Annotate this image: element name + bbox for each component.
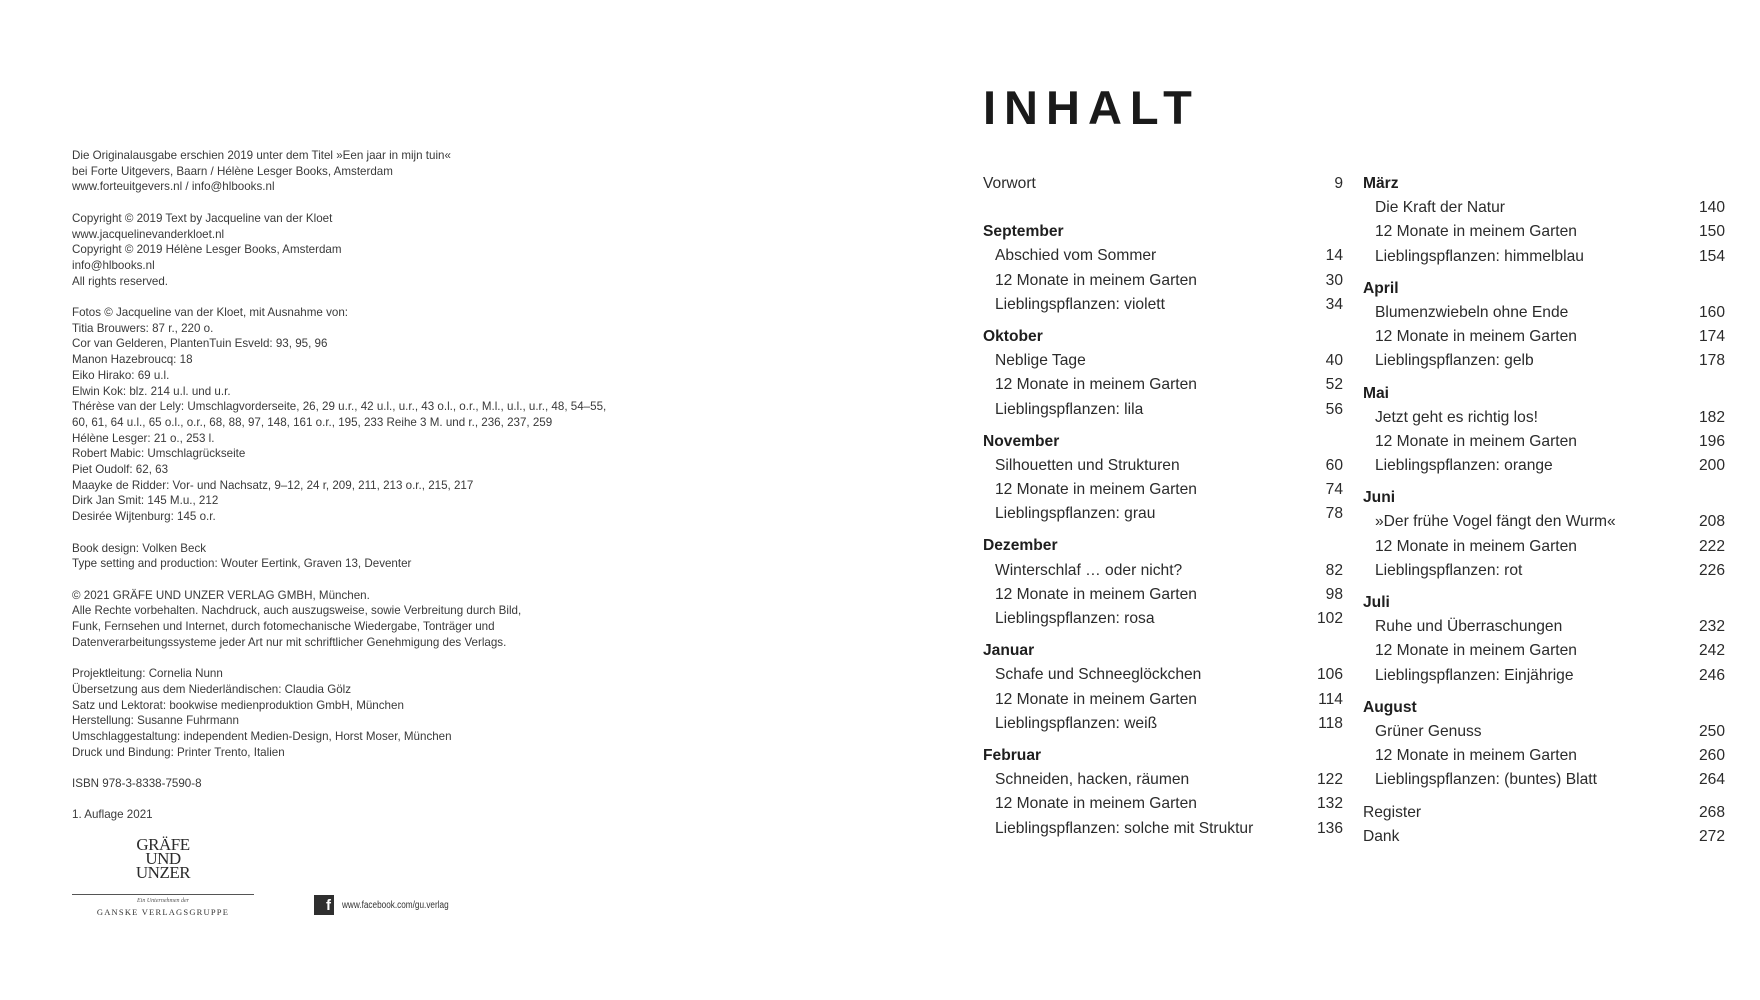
toc-entry-label: Lieblingspflanzen: lila: [995, 400, 1144, 418]
imprint-line: © 2021 GRÄFE UND UNZER VERLAG GMBH, München.: [72, 588, 370, 602]
toc-entry-page: 178: [1698, 352, 1725, 370]
imprint-line: Elwin Kok: blz. 214 u.l. und u.r.: [72, 384, 231, 398]
publisher-group: GANSKE VERLAGSGRUPPE: [96, 907, 230, 917]
imprint-paragraph: [72, 776, 712, 792]
toc-entry-page: 98: [1325, 585, 1343, 603]
imprint-line: Datenverarbeitungssysteme jeder Art nur mit schriftlicher Genehmigung des Verlags.: [72, 635, 507, 649]
facebook-icon: f: [314, 895, 334, 915]
logo-line: UNZER: [135, 863, 191, 882]
logo-line: GRÄFE: [136, 835, 190, 854]
toc-entry[interactable]: [983, 454, 1343, 478]
imprint-block: [72, 148, 712, 839]
toc-entry-label: Lieblingspflanzen: solche mit Struktur: [995, 819, 1254, 837]
toc-entry-page: 14: [1325, 247, 1343, 265]
toc-entry[interactable]: [1363, 664, 1725, 688]
toc-entry-page: 106: [1316, 666, 1343, 684]
toc-entry-label: Vorwort: [983, 175, 1036, 192]
toc-entry[interactable]: [1363, 196, 1725, 220]
imprint-line: Copyright © 2019 Text by Jacqueline van der Kloet: [72, 211, 333, 225]
toc-entry-label: Lieblingspflanzen: rosa: [995, 610, 1155, 627]
imprint-line: Eiko Hirako: 69 u.l.: [72, 368, 170, 382]
imprint-line: Cor van Gelderen, PlantenTuin Esveld: 93, 95, 96: [72, 337, 328, 351]
imprint-paragraph: [72, 305, 712, 525]
toc-entry[interactable]: [983, 663, 1343, 687]
imprint-paragraph: [72, 807, 712, 823]
toc-entry-label: Schneiden, hacken, räumen: [995, 771, 1190, 789]
toc-entry-label: Silhouetten und Strukturen: [995, 456, 1180, 474]
logo-rule: [72, 894, 254, 895]
toc-entry-page: 82: [1325, 561, 1343, 579]
imprint-line: Manon Hazebroucq: 18: [72, 353, 193, 367]
imprint-paragraph: [72, 148, 712, 195]
toc-entry-page: 226: [1698, 561, 1725, 579]
toc-entry-label: Ruhe und Überraschungen: [1375, 618, 1563, 636]
toc-entry[interactable]: [1363, 430, 1725, 454]
toc-entry-page: 56: [1325, 400, 1343, 418]
toc-entry[interactable]: [983, 559, 1343, 583]
imprint-line: Maayke de Ridder: Vor- und Nachsatz, 9–12, 24 r, 209, 211, 213 o.r., 215, 217: [72, 478, 474, 492]
imprint-paragraph: [72, 666, 712, 760]
toc-entry-page: 200: [1698, 457, 1725, 475]
toc-entry[interactable]: [1363, 245, 1725, 269]
toc-entry-page: 232: [1698, 618, 1725, 636]
toc-entry[interactable]: [983, 792, 1343, 816]
toc-entry-page: 246: [1698, 666, 1725, 684]
toc-entry-label: Neblige Tage: [995, 352, 1086, 370]
toc-entry-label: Lieblingspflanzen: (buntes) Blatt: [1375, 771, 1597, 789]
toc-tail: [1363, 801, 1725, 849]
toc-entry-page: 154: [1698, 247, 1725, 265]
imprint-line: Piet Oudolf: 62, 63: [72, 463, 169, 477]
toc-month-heading: Dezember: [983, 537, 1058, 555]
toc-entry-page: 272: [1698, 827, 1725, 845]
toc-entry[interactable]: [1363, 325, 1725, 349]
toc-entry-page: 264: [1698, 771, 1725, 789]
imprint-line: Die Originalausgabe erschien 2019 unter dem Titel »Een jaar in mijn tuin«: [72, 149, 451, 162]
toc-entry[interactable]: [983, 583, 1343, 607]
imprint-line: Thérèse van der Lely: Umschlagvorderseite, 26, 29 u.r., 42 u.l., u.r., 43 o.l., o.r., M.l., u.l., u.r., 48, 54–55,: [72, 400, 607, 414]
toc-entry-label: 12 Monate in meinem Garten: [995, 376, 1197, 394]
publisher-wordmark: [128, 835, 198, 882]
imprint-line: bei Forte Uitgevers, Baarn / Hélène Lesger Books, Amsterdam: [72, 164, 393, 178]
toc-entry-label: Lieblingspflanzen: violett: [995, 295, 1165, 313]
toc-entry[interactable]: [983, 269, 1343, 293]
toc-entry-page: 136: [1316, 819, 1343, 837]
toc-entry[interactable]: [983, 688, 1343, 712]
toc-month-heading: Juni: [1363, 489, 1396, 507]
toc-entry-page: 242: [1698, 642, 1725, 660]
imprint-line: Type setting and production: Wouter Eertink, Graven 13, Deventer: [72, 557, 412, 571]
toc-entry[interactable]: [1363, 720, 1725, 744]
imprint-line: Copyright © 2019 Hélène Lesger Books, Amsterdam: [72, 243, 342, 257]
toc-entry-page: 160: [1698, 303, 1725, 321]
imprint-line: Alle Rechte vorbehalten. Nachdruck, auch auszugsweise, sowie Verbreitung durch Bild,: [72, 604, 522, 618]
toc-entry-label: Jetzt geht es richtig los!: [1375, 408, 1538, 426]
toc-month-heading: August: [1363, 698, 1417, 716]
toc-entry-page: 150: [1698, 223, 1725, 241]
toc-entry-page: 222: [1698, 537, 1725, 555]
imprint-line: Druck und Bindung: Printer Trento, Italien: [72, 745, 285, 759]
toc-entry-label: Die Kraft der Natur: [1375, 199, 1505, 217]
toc-entry[interactable]: [983, 293, 1343, 317]
toc-entry[interactable]: [1363, 220, 1725, 244]
toc-month-heading: April: [1363, 279, 1399, 297]
toc-entry[interactable]: [1363, 639, 1725, 663]
imprint-line: info@hlbooks.nl: [72, 258, 155, 272]
toc-entry-page: 118: [1318, 714, 1343, 732]
imprint-line: www.forteuitgevers.nl / info@hlbooks.nl: [72, 180, 275, 194]
toc-entry-label: Register: [1363, 803, 1422, 821]
toc-entry[interactable]: [1363, 825, 1725, 849]
toc-entry[interactable]: [1363, 454, 1725, 478]
toc-entry-label: 12 Monate in meinem Garten: [995, 795, 1197, 813]
toc-entry-label: Lieblingspflanzen: orange: [1375, 457, 1553, 475]
toc-entry-page: 208: [1698, 513, 1725, 531]
imprint-line: Robert Mabic: Umschlagrückseite: [72, 447, 246, 461]
toc-entry-page: 140: [1698, 199, 1725, 217]
toc-entry-label: Dank: [1363, 827, 1400, 845]
toc-entry-page: 34: [1325, 295, 1343, 313]
toc-months-left: [983, 220, 1343, 841]
imprint-line: Projektleitung: Cornelia Nunn: [72, 667, 223, 681]
toc-entry[interactable]: [1363, 615, 1725, 639]
imprint-line: Book design: Volken Beck: [72, 541, 207, 555]
imprint-line: Übersetzung aus dem Niederländischen: Claudia Gölz: [72, 682, 352, 696]
toc-entry[interactable]: [1363, 301, 1725, 325]
imprint-line: www.jacquelinevanderkloet.nl: [72, 227, 225, 241]
facebook-url[interactable]: www.facebook.com/gu.verlag: [342, 899, 449, 911]
imprint-line: Hélène Lesger: 21 o., 253 l.: [72, 431, 215, 445]
toc-entry-page: 174: [1698, 328, 1725, 346]
toc-entry[interactable]: [983, 478, 1343, 502]
toc-month-heading: November: [983, 432, 1060, 450]
toc-entry-page: 52: [1325, 376, 1343, 394]
toc-entry[interactable]: [983, 712, 1343, 736]
toc-entry-label: Grüner Genuss: [1375, 722, 1482, 740]
toc-entry-page: 9: [1334, 175, 1343, 192]
toc-entry-label: 12 Monate in meinem Garten: [995, 481, 1197, 499]
toc-entry-label: Blumenzwiebeln ohne Ende: [1375, 303, 1569, 321]
toc-month-heading: Juli: [1363, 594, 1390, 611]
imprint-line: Fotos © Jacqueline van der Kloet, mit Ausnahme von:: [72, 306, 348, 319]
toc-column-right: [1363, 172, 1725, 849]
facebook-link[interactable]: [314, 895, 472, 915]
toc-entry[interactable]: [983, 373, 1343, 397]
toc-entry-label: 12 Monate in meinem Garten: [1375, 537, 1577, 555]
imprint-line: Funk, Fernsehen und Internet, durch fotomechanische Wiedergabe, Tonträger und: [72, 620, 495, 634]
toc-entry-page: 132: [1316, 795, 1343, 813]
toc-entry-page: 260: [1698, 747, 1725, 765]
toc-entry[interactable]: [1363, 510, 1725, 534]
toc-month-heading: März: [1363, 175, 1399, 192]
imprint-line: All rights reserved.: [72, 274, 169, 288]
toc-entry-label: 12 Monate in meinem Garten: [995, 690, 1197, 708]
toc-entry-label: Lieblingspflanzen: weiß: [995, 714, 1158, 732]
toc-entry[interactable]: [983, 398, 1343, 422]
toc-entry-page: 196: [1698, 432, 1725, 450]
toc-entry-page: 60: [1325, 456, 1343, 474]
toc-entry-page: 114: [1318, 690, 1343, 708]
toc-entry[interactable]: [1363, 801, 1725, 825]
toc-entry[interactable]: [983, 768, 1343, 792]
imprint-line: Titia Brouwers: 87 r., 220 o.: [72, 321, 214, 335]
toc-entry-label: 12 Monate in meinem Garten: [995, 585, 1197, 603]
toc-months-right: [1363, 172, 1725, 793]
toc-month-heading: Oktober: [983, 327, 1043, 345]
toc-entry-page: 40: [1325, 352, 1343, 370]
toc-entry[interactable]: [983, 817, 1343, 841]
toc-month-heading: September: [983, 223, 1064, 241]
publisher-tagline: Ein Unternehmen der: [137, 898, 189, 904]
toc-entry-label: 12 Monate in meinem Garten: [1375, 642, 1577, 660]
toc-entry[interactable]: [1363, 406, 1725, 430]
toc-entry[interactable]: [983, 349, 1343, 373]
toc-entry-label: 12 Monate in meinem Garten: [1375, 432, 1577, 450]
toc-entry-page: 78: [1325, 505, 1343, 523]
toc-entry[interactable]: [1363, 768, 1725, 792]
toc-entry-page: 122: [1316, 771, 1343, 789]
toc-entry-page: 74: [1325, 481, 1343, 499]
toc-entry-label: 12 Monate in meinem Garten: [1375, 747, 1577, 765]
toc-month-heading: Januar: [983, 642, 1035, 660]
imprint-paragraph: [72, 211, 712, 290]
toc-entry-page: 268: [1698, 803, 1725, 821]
imprint-line: Dirk Jan Smit: 145 M.u., 212: [72, 494, 219, 508]
toc-entry-label: 12 Monate in meinem Garten: [1375, 328, 1577, 346]
toc-month-heading: Februar: [983, 746, 1042, 764]
toc-entry-label: Lieblingspflanzen: rot: [1375, 561, 1523, 579]
toc-entry-page: 102: [1316, 610, 1343, 627]
toc-entry-label: »Der frühe Vogel fängt den Wurm«: [1375, 513, 1616, 531]
toc-entry[interactable]: [1363, 349, 1725, 373]
toc-entry-page: 30: [1325, 271, 1343, 289]
imprint-line: 1. Auflage 2021: [72, 808, 153, 822]
toc-entry[interactable]: [983, 607, 1343, 631]
toc-entry-label: Abschied vom Sommer: [995, 247, 1157, 265]
toc-entry-page: 182: [1698, 408, 1725, 426]
toc-column-left: [983, 172, 1343, 841]
toc-entry[interactable]: [983, 244, 1343, 268]
toc-month-heading: Mai: [1363, 384, 1389, 402]
toc-entry-label: Schafe und Schneeglöckchen: [995, 666, 1202, 684]
imprint-line: Herstellung: Susanne Fuhrmann: [72, 714, 239, 728]
toc-entry[interactable]: [983, 502, 1343, 526]
toc-entry-label: 12 Monate in meinem Garten: [995, 271, 1197, 289]
toc-entry-label: Lieblingspflanzen: himmelblau: [1375, 247, 1584, 265]
imprint-line: Satz und Lektorat: bookwise medienproduktion GmbH, München: [72, 698, 404, 712]
toc-entry-label: Lieblingspflanzen: Einjährige: [1375, 666, 1574, 684]
imprint-line: ISBN 978-3-8338-7590-8: [72, 777, 202, 791]
logo-line: UND: [145, 849, 181, 868]
toc-entry[interactable]: [1363, 559, 1725, 583]
page-title: INHALT: [983, 81, 1200, 134]
toc-entry-label: Winterschlaf … oder nicht?: [995, 561, 1183, 579]
toc-entry-label: Lieblingspflanzen: grau: [995, 505, 1156, 523]
toc-entry-label: Lieblingspflanzen: gelb: [1375, 352, 1534, 370]
imprint-paragraph: [72, 541, 712, 572]
toc-entry[interactable]: [1363, 535, 1725, 559]
imprint-paragraph: [72, 588, 712, 651]
toc-entry-label: 12 Monate in meinem Garten: [1375, 223, 1577, 241]
imprint-line: Desirée Wijtenburg: 145 o.r.: [72, 510, 216, 524]
toc-entry[interactable]: [1363, 744, 1725, 768]
imprint-line: Umschlaggestaltung: independent Medien-Design, Horst Moser, München: [72, 729, 452, 743]
imprint-line: 60, 61, 64 u.l., 65 o.l., o.r., 68, 88, 97, 148, 161 o.r., 195, 233 Reihe 3 M. und r., 236, 237, 259: [72, 415, 553, 429]
publisher-logo: [72, 835, 254, 918]
toc-entry-page: 250: [1698, 722, 1725, 740]
toc-entry-vorwort[interactable]: [983, 172, 1343, 196]
